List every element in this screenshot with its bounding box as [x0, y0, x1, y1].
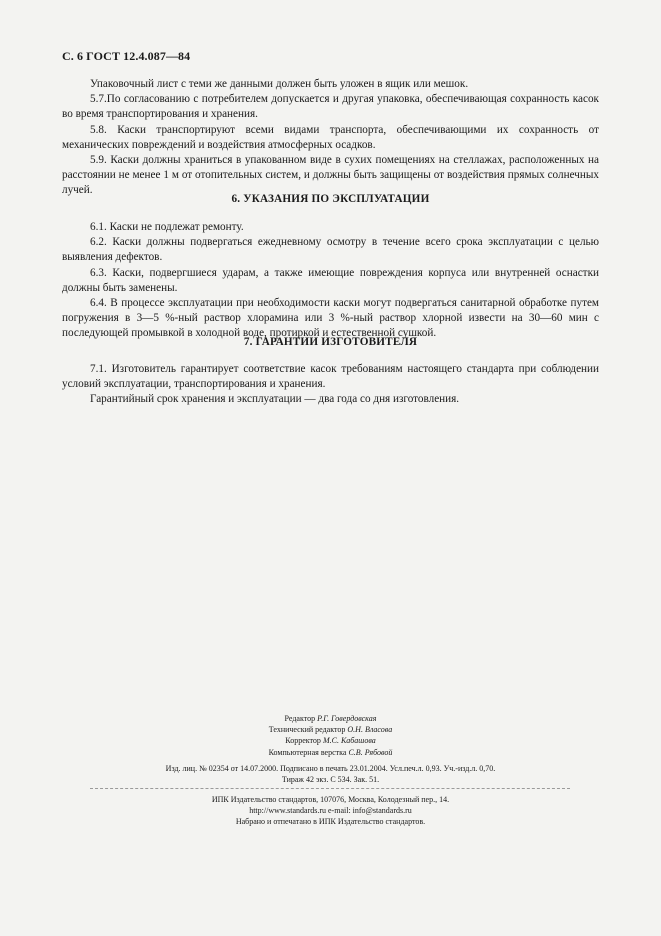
paragraph: 5.8. Каски транспортируют всеми видами транспорта, обеспечивающими их сохранность от механических повреждений и воздействия атмосферных осадков. [62, 123, 599, 151]
corrector-label: Корректор [285, 736, 321, 746]
editor-line [62, 713, 599, 724]
corrector-line [62, 735, 599, 746]
layout-line [62, 747, 599, 758]
paragraph: Упаковочный лист с теми же данными должен быть уложен в ящик или мешок. [90, 78, 469, 90]
tech-editor-line [62, 724, 599, 735]
paragraph: 6.4. В процессе эксплуатации при необходимости каски могут подвергаться санитарной обработке путем погружения в 3—5 %-ный раствор хлорамина или 3 %-ный раствор хлорной извести на 30—60 мин с последующей промывкой в холодной воде, протиркой и естественной сушкой. [62, 297, 599, 340]
editor-label: Редактор [284, 714, 316, 723]
print-details [62, 763, 599, 785]
paragraph: Гарантийный срок хранения и эксплуатации — два года со дня изготовления. [90, 393, 460, 406]
paragraph: 6.1. Каски не подлежат ремонту. [90, 221, 244, 233]
tech-editor-label: Технический редактор [268, 725, 346, 735]
section-6-body [62, 220, 599, 342]
paragraph: 7.1. Изготовитель гарантирует соответствие касок требованиям настоящего стандарта при соблюдении условий эксплуатации, транспортирования и хранения. [62, 363, 599, 391]
license-line: Изд. лиц. № 02354 от 14.07.2000. Подписано в печать 23.01.2004. Усл.печ.л. 0,93. Уч.-изд.л. 0,70. [165, 764, 496, 773]
print-run-line: Тираж 42 экз. С 534. Зак. 51. [281, 775, 380, 785]
web-line: http://www.standards.ru e-mail: info@standards.ru [249, 806, 412, 816]
editor-name: Р.Г. Говердовская [317, 714, 377, 723]
paragraph: 5.7.По согласованию с потребителем допускается и другая упаковка, обеспечивающая сохранность касок во время транспортирования и хранения. [62, 93, 599, 121]
layout-label: Компьютерная верстка [268, 747, 347, 757]
page-header: С. 6 ГОСТ 12.4.087—84 [62, 49, 191, 63]
layout-name: С.В. Рябовой [348, 747, 393, 757]
publisher-details [62, 794, 599, 828]
section-6-title: 6. УКАЗАНИЯ ПО ЭКСПЛУАТАЦИИ [231, 193, 430, 205]
divider-rule [90, 788, 570, 789]
paragraph: 6.2. Каски должны подвергаться ежедневному осмотру в течение всего срока эксплуатации с целью выявления дефектов. [62, 236, 599, 264]
section-7-title: 7. ГАРАНТИИ ИЗГОТОВИТЕЛЯ [243, 336, 418, 348]
printed-line: Набрано и отпечатано в ИПК Издательство стандартов. [235, 817, 426, 827]
paragraph: 6.3. Каски, подвергшиеся ударам, а также имеющие повреждения корпуса или внутренней оснастки должны быть заменены. [62, 266, 599, 294]
section-7-body [62, 362, 599, 408]
corrector-name: М.С. Кабашова [322, 736, 376, 746]
editorial-credits [62, 713, 599, 758]
packaging-storage-block [62, 77, 599, 199]
publisher-line: ИПК Издательство стандартов, 107076, Москва, Колодезный пер., 14. [211, 795, 450, 804]
tech-editor-name: О.Н. Власова [347, 725, 393, 735]
paragraph: 5.9. Каски должны храниться в упакованном виде в сухих помещениях на стеллажах, расположенных на расстоянии не менее 1 м от отопительных систем, и должны быть защищены от воздействия прямых солнечных лучей. [62, 154, 599, 197]
